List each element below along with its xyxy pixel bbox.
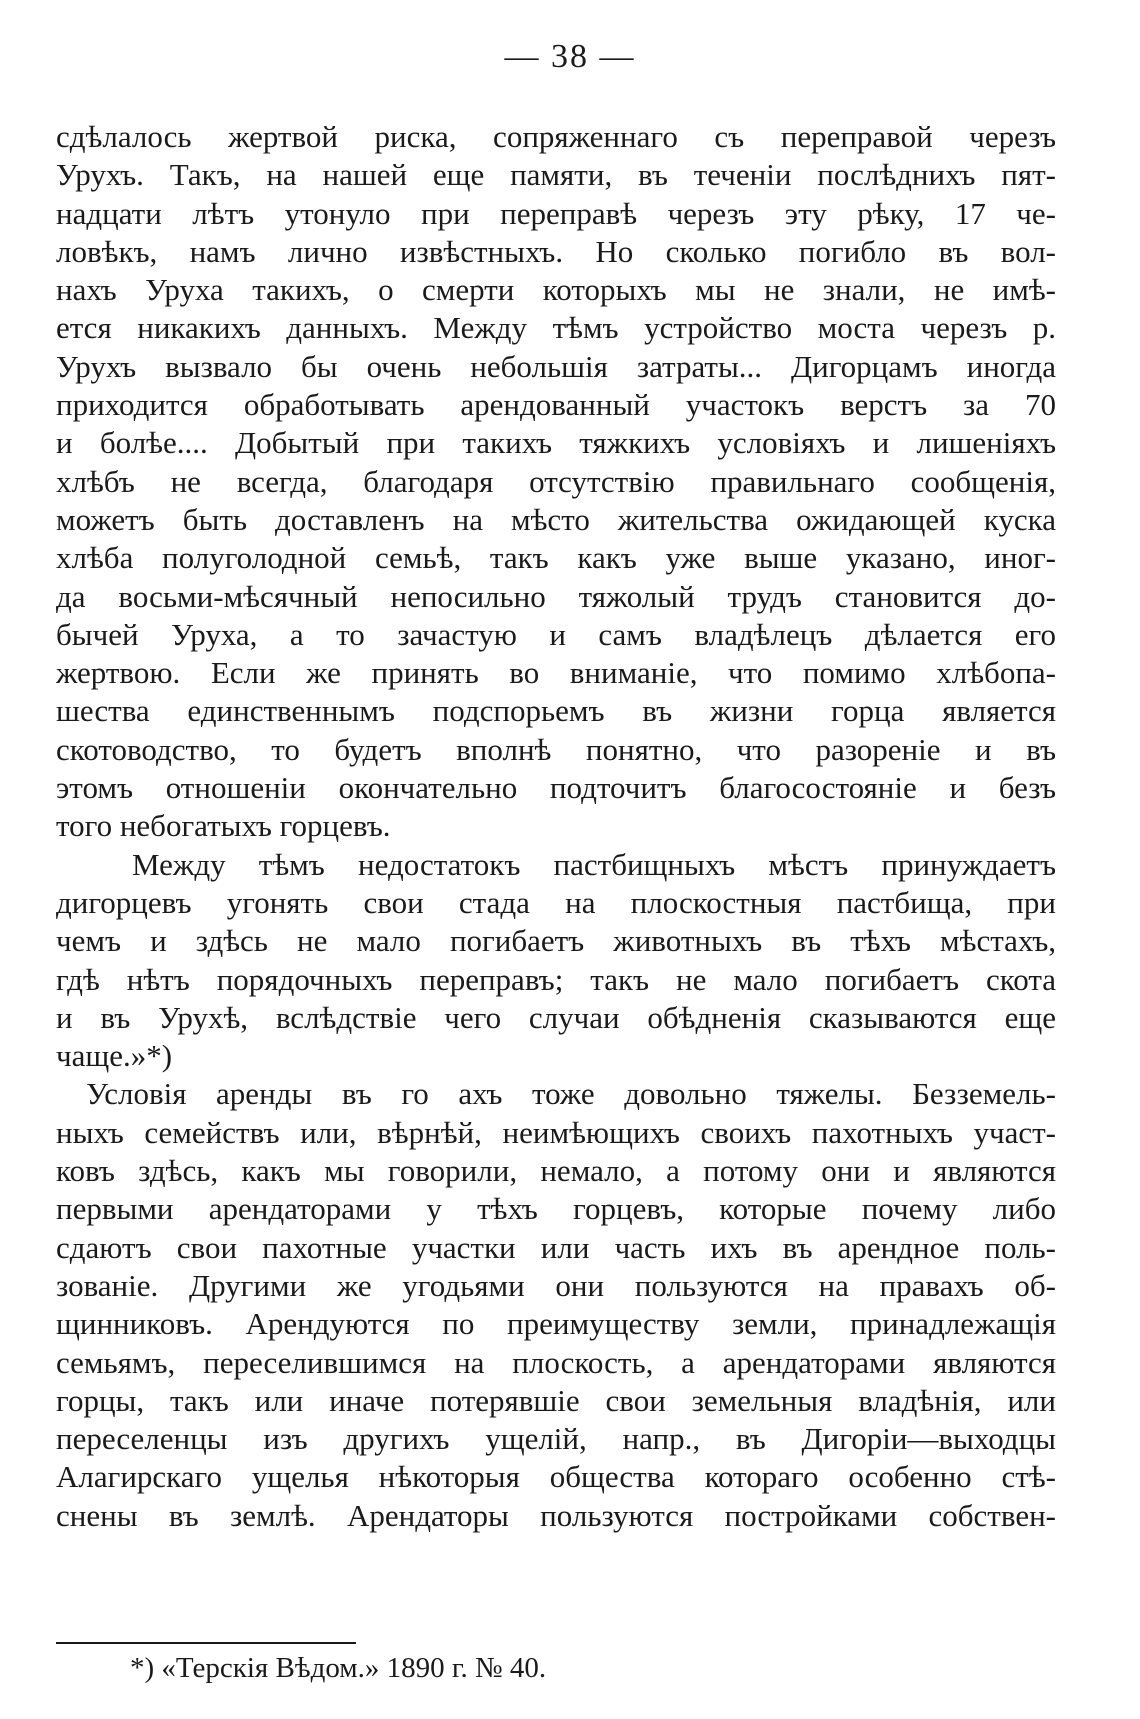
text-line: семьямъ, переселившимся на плоскость, а арендаторами являются: [56, 1344, 1056, 1380]
text-line: хлѣбъ не всегда, благодаря отсутствію правильнаго сообщенія,: [56, 463, 1056, 499]
text-line: Урухъ. Такъ, на нашей еще памяти, въ теченіи послѣднихъ пят-: [56, 157, 1056, 193]
text-line: приходится обработывать арендованный участокъ верстъ за 70: [56, 387, 1056, 423]
footnote-divider: [56, 1642, 356, 1644]
footnote: *) «Терскія Вѣдом.» 1890 г. № 40.: [130, 1652, 547, 1684]
text-line: бычей Уруха, а то зачастую и самъ владѣлецъ дѣлается его: [56, 616, 1056, 652]
text-line: чаще.»*): [56, 1038, 173, 1074]
text-line: ныхъ семействъ или, вѣрнѣй, неимѣющихъ своихъ пахотныхъ участ-: [56, 1114, 1056, 1150]
text-line: ется никакихъ данныхъ. Между тѣмъ устройство моста черезъ р.: [56, 310, 1056, 346]
page-number: — 38 —: [504, 38, 636, 75]
text-line: и болѣе.... Добытый при такихъ тяжкихъ условіяхъ и лишеніяхъ: [56, 425, 1056, 461]
text-line: сдѣлалось жертвой риска, сопряженнаго съ переправой черезъ: [56, 119, 1056, 154]
text-line: гдѣ нѣтъ порядочныхъ переправъ; такъ не мало погибаетъ скота: [56, 961, 1056, 997]
text-line: первыми арендаторами у тѣхъ горцевъ, которые почему либо: [56, 1191, 1056, 1227]
text-line: дигорцевъ угонять свои стада на плоскостныя пастбища, при: [56, 884, 1056, 920]
text-line: можетъ быть доставленъ на мѣсто жительства ожидающей куска: [56, 501, 1056, 537]
text-line: Урухъ вызвало бы очень небольшія затраты... Дигорцамъ иногда: [56, 348, 1056, 384]
text-line: снены въ землѣ. Арендаторы пользуются постройками собствен-: [56, 1497, 1056, 1533]
text-line: этомъ отношеніи окончательно подточитъ благосостояніе и безъ: [56, 770, 1056, 806]
text-line: Условія аренды въ го ахъ тоже довольно тяжелы. Безземель-: [86, 1076, 1056, 1112]
text-line: и въ Урухѣ, вслѣдствіе чего случаи обѣдненія сказываются еще: [56, 999, 1056, 1035]
text-line: переселенцы изъ другихъ ущелій, напр., въ Дигоріи—выходцы: [56, 1421, 1056, 1457]
text-line: Алагирскаго ущелья нѣкоторыя общества котораго особенно стѣ-: [56, 1459, 1056, 1495]
text-line: да восьми-мѣсячный непосильно тяжолый трудъ становится до-: [56, 578, 1056, 614]
text-line: сдаютъ свои пахотные участки или часть ихъ въ арендное поль-: [56, 1229, 1056, 1265]
text-line: горцы, такъ или иначе потерявшіе свои земельныя владѣнія, или: [56, 1382, 1056, 1418]
text-line: шества единственнымъ подспорьемъ въ жизни горца является: [56, 693, 1056, 729]
text-line: скотоводство, то будетъ вполнѣ понятно, что разореніе и въ: [56, 731, 1056, 767]
text-line: зованіе. Другими же угодьями они пользуются на правахъ об-: [56, 1267, 1056, 1303]
text-line: надцати лѣтъ утонуло при переправѣ черезъ эту рѣку, 17 че-: [56, 195, 1056, 231]
text-line: жертвою. Если же принять во вниманіе, что помимо хлѣбопа-: [56, 655, 1056, 691]
text-line: Между тѣмъ недостатокъ пастбищныхъ мѣстъ принуждаетъ: [132, 846, 1056, 882]
text-line: ловѣкъ, намъ лично извѣстныхъ. Но сколько погибло въ вол-: [56, 233, 1056, 269]
text-line: того небогатыхъ горцевъ.: [56, 808, 391, 844]
body-text: [56, 118, 1056, 1535]
text-line: щинниковъ. Арендуются по преимуществу земли, принадлежащія: [56, 1306, 1056, 1342]
text-line: нахъ Уруха такихъ, о смерти которыхъ мы не знали, не имѣ-: [56, 272, 1056, 308]
text-line: чемъ и здѣсь не мало погибаетъ животныхъ въ тѣхъ мѣстахъ,: [56, 923, 1056, 959]
text-line: хлѣба полуголодной семьѣ, такъ какъ уже выше указано, иног-: [56, 540, 1056, 576]
text-line: ковъ здѣсь, какъ мы говорили, немало, а потому они и являются: [56, 1153, 1056, 1189]
